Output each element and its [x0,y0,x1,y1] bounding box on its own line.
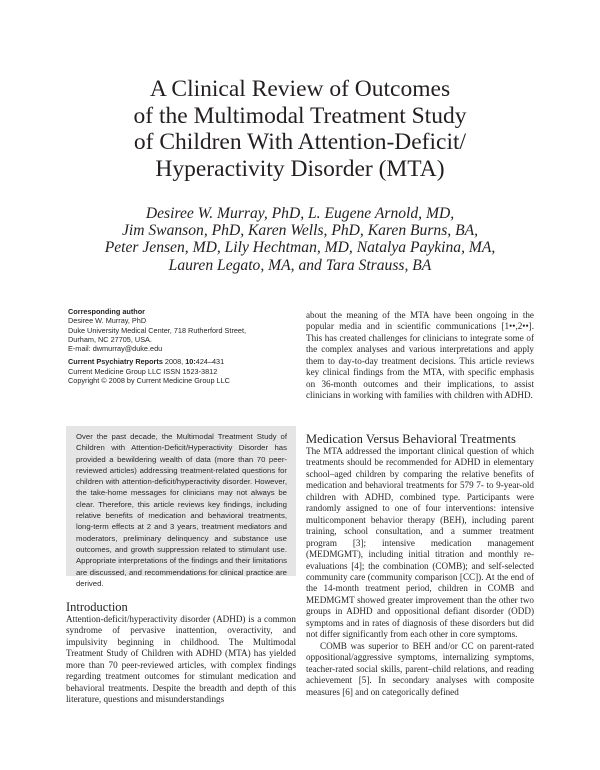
correspondence-address-1: Duke University Medical Center, 718 Rutherford Street, [68,325,247,335]
journal-volume: 10: [185,357,196,367]
title-line: A Clinical Review of Outcomes [149,76,451,102]
title-line: of the Multimodal Treatment Study [133,102,467,129]
author-line: Jim Swanson, PhD, Karen Wells, PhD, Karen Burns, BA, [121,222,479,240]
correspondence-name: Desiree W. Murray, PhD [68,316,147,326]
author-line: Peter Jensen, MD, Lily Hechtman, MD, Natalya Paykina, MA, [104,239,496,257]
journal-label: Current Psychiatry Reports [68,357,163,367]
correspondence-email: E-mail: dwmurray@duke.edu [68,344,163,354]
introduction-continued [306,310,534,402]
correspondence-heading: Corresponding author [68,307,146,316]
journal-citation [68,357,296,366]
author-line: Desiree W. Murray, PhD, L. Eugene Arnold, MD, [145,205,455,222]
article-title [40,76,560,182]
copyright-info: Copyright © 2008 by Current Medicine Group LLC [68,376,230,386]
publisher-info: Current Medicine Group LLC ISSN 1523-3812 [68,366,218,376]
title-line: Hyperactivity Disorder (MTA) [155,155,445,182]
correspondence-address-2: Durham, NC 27705, USA. [68,334,152,344]
introduction-continued-paragraph: about the meaning of the MTA have been ongoing in the popular media and in scientific communications [1••,2••]. This has created challenges for clinicians to integrate some of the complex analyses and various interpretations and apply them to day-to-day treatment decisions. This article reviews key clinical findings from the MTA, with specific emphasis on 36-month outcomes and their implications, to assist clinicians in working with families with children with ADHD. [306,310,534,401]
medication-section [306,432,534,698]
journal-pages: 424–431 [195,357,225,367]
medication-heading: Medication Versus Behavioral Treatments [306,432,516,446]
author-line: Lauren Legato, MA, and Tara Strauss, BA [168,256,432,274]
author-list [40,205,560,274]
journal-ref: 2008, [162,357,186,367]
title-line: of Children With Attention-Deficit/ [133,129,467,155]
correspondence-block [68,307,296,385]
introduction-heading: Introduction [66,600,128,614]
medication-paragraph-2: COMB was superior to BEH and/or CC on parent-rated oppositional/aggressive symptoms, internalizing symptoms, teacher-rated social skills, parent–child relations, and reading achievement [5]. In secondary analyses with composite measures [6] and on categorically defined [306,640,534,697]
introduction-section [66,600,296,706]
abstract-box: Over the past decade, the Multimodal Treatment Study of Children with Attention-Deficit/Hyperactivity Disorder has provided a bewildering wealth of data (more than 70 peer-reviewed articles) addressing treatment-related questions for children with attention-deficit/hyperactivity disorder. However, the take-home messages for clinicians may not always be clear. Therefore, this article reviews key findings, including relative benefits of medication and behavioral treatments, long-term effects at 2 and 3 years, treatment mediators and moderators, preliminary delinquency and substance use outcomes, and growth suppression related to stimulant use. Appropriate interpretations of the findings and their limitations are discussed, and recommendations for clinical practice are derived. [66,426,296,576]
medication-paragraph-1: The MTA addressed the important clinical question of which treatments should be recommended for ADHD in elementary school–aged children by comparing the relative benefits of medication and behavioral treatments for 579 7- to 9-year-old children with ADHD, combined type. Participants were randomly assigned to one of four interventions: intensive multicomponent behavior therapy (BEH), including parent training, school consultation, and a summer treatment program [3]; intensive medication management (MEDMGMT), including initial titration and monthly re-evaluations [4]; the combination (COMB); and self-selected community care (community comparison [CC]). At the end of the 14-month treatment period, children in COMB and MEDMGMT showed greater improvement than the other two groups in ADHD and oppositional defiant disorder (ODD) symptoms and in rates of diagnosis of these disorders but did not differ significantly from each other in core symptoms. [306,446,534,640]
introduction-paragraph: Attention-deficit/hyperactivity disorder (ADHD) is a common syndrome of pervasive inattention, overactivity, and impulsivity beginning in childhood. The Multimodal Treatment Study of Children with ADHD (MTA) has yielded more than 70 peer-reviewed articles, with complex findings regarding treatment outcomes for stimulant medication and behavioral treatments. Despite the breadth and depth of this literature, questions and misunderstandings [66,614,296,705]
